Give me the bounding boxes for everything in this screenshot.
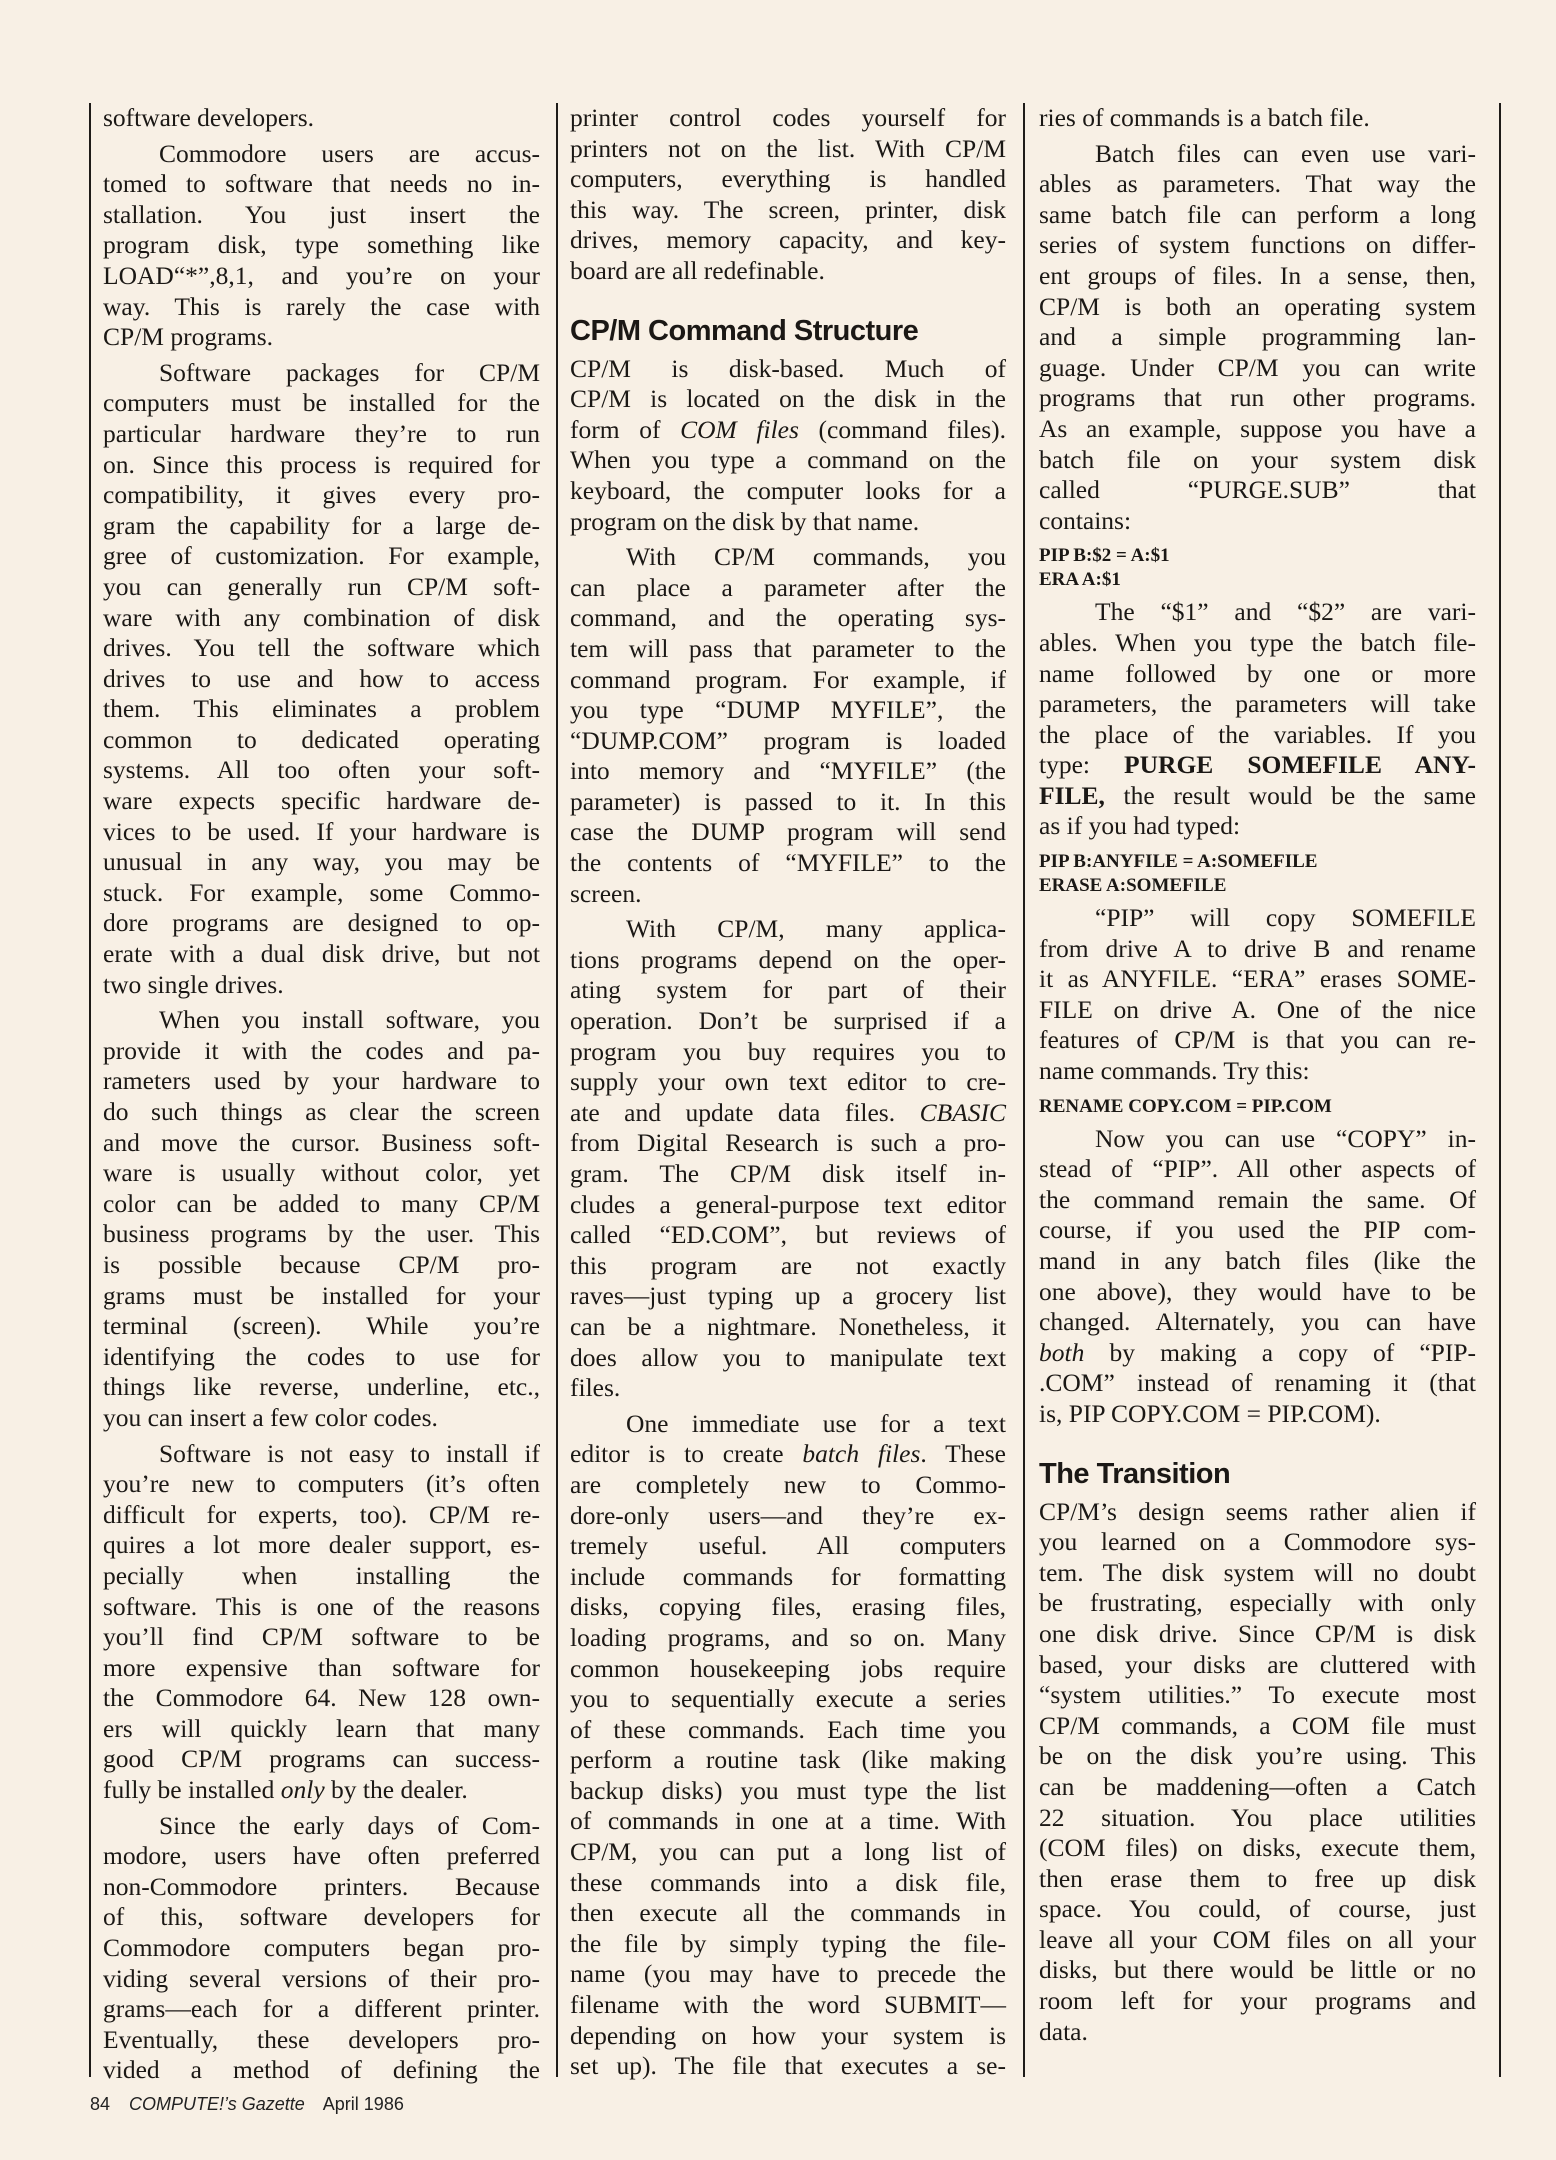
text-line: and a simple programming lan- — [1039, 322, 1476, 352]
text-line: common to dedicated operating — [103, 724, 540, 754]
italic-text: batch files — [802, 1439, 921, 1469]
text-line: the place of the variables. If you — [1039, 719, 1476, 749]
text-line: program disk, type something like — [103, 230, 540, 260]
text-line: drives to use and how to access — [103, 663, 540, 693]
paragraph — [1039, 103, 1476, 134]
command-listing — [1039, 544, 1476, 592]
text-line: name commands. Try this: — [1039, 1056, 1310, 1086]
text-line: you to sequentially execute a series — [570, 1684, 1006, 1714]
text-line: contains: — [1039, 505, 1132, 535]
text-line: common housekeeping jobs require — [570, 1653, 1006, 1683]
text-line: .COM” instead of renaming it (that — [1039, 1368, 1476, 1398]
text-line: this way. The screen, printer, disk — [570, 194, 1006, 224]
text-line: the file by simply typing the file- — [570, 1928, 1006, 1958]
text-line: from Digital Research is such a pro- — [570, 1128, 1006, 1158]
text-line: “PIP” will copy SOMEFILE — [1095, 903, 1476, 933]
text-line: computers, everything is handled — [570, 164, 1006, 194]
command-listing — [1039, 1095, 1476, 1119]
text-line: name (you may have to precede the — [570, 1959, 1006, 1989]
text-line: you can generally run CP/M soft- — [103, 571, 540, 601]
text-line: board are all redefinable. — [570, 255, 825, 285]
text-line: When you install software, you — [159, 1005, 540, 1035]
text-line: ating system for part of their — [570, 975, 1006, 1005]
page-footer — [90, 2094, 418, 2115]
text-line: Software is not easy to install if — [159, 1438, 540, 1468]
paragraph — [1039, 903, 1476, 1087]
text-line: screen. — [570, 878, 642, 908]
text-line: case the DUMP program will send — [570, 817, 1006, 847]
text-line: filename with the word SUBMIT— — [570, 1990, 1006, 2020]
text-line: of these commands. Each time you — [570, 1714, 1006, 1744]
text-line: (COM files) on disks, execute them, — [1039, 1833, 1476, 1863]
text-line: tremely useful. All computers — [570, 1531, 1006, 1561]
paragraph — [103, 1439, 540, 1806]
text-line: Since the early days of Com- — [159, 1810, 540, 1840]
section-heading: CP/M Command Structure — [570, 314, 919, 347]
text-line: fully be installed only by the dealer. — [103, 1775, 468, 1805]
paragraph — [1039, 1124, 1476, 1430]
text-line: compatibility, it gives every pro- — [103, 480, 540, 510]
text-line: does allow you to manipulate text — [570, 1342, 1006, 1372]
text-line: ent groups of files. In a sense, then, — [1039, 260, 1476, 290]
page-number: 84 — [90, 2094, 111, 2114]
text-line: LOAD“*”,8,1, and you’re on your — [103, 260, 540, 290]
text-line: room left for your programs and — [1039, 1986, 1476, 2016]
paragraph — [103, 1811, 540, 2086]
text-line: dore-only users—and they’re ex- — [570, 1500, 1006, 1530]
text-line: computers must be installed for the — [103, 388, 540, 418]
paragraph — [570, 542, 1006, 909]
text-line: drives, memory capacity, and key- — [570, 225, 1006, 255]
text-line: CP/M is disk-based. Much of — [570, 353, 1006, 383]
text-line: into memory and “MYFILE” (the — [570, 756, 1006, 786]
text-line: FILE on drive A. One of the nice — [1039, 994, 1476, 1024]
text-line: tomed to software that needs no in- — [103, 169, 540, 199]
column-rule — [1023, 103, 1025, 2077]
paragraph — [570, 1409, 1006, 2082]
command-listing — [1039, 850, 1476, 898]
bold-text: PURGE SOMEFILE ANY- — [1124, 750, 1476, 780]
text-line: program you buy requires you to — [570, 1036, 1006, 1066]
paragraph — [103, 103, 540, 134]
text-line: As an example, suppose you have a — [1039, 413, 1476, 443]
text-line: With CP/M commands, you — [626, 542, 1006, 572]
text-line: one disk drive. Since CP/M is disk — [1039, 1618, 1476, 1648]
text-line: form of COM files (command files). — [570, 414, 1006, 444]
text-line: printers not on the list. With CP/M — [570, 133, 1006, 163]
text-line: of commands in one at a time. With — [570, 1806, 1006, 1836]
text-line: FILE, the result would be the same — [1039, 780, 1476, 810]
text-line: command, and the operating sys- — [570, 603, 1006, 633]
paragraph — [570, 103, 1006, 287]
command-line: RENAME COPY.COM = PIP.COM — [1039, 1095, 1332, 1117]
text-line: stallation. You just insert the — [103, 199, 540, 229]
text-line: is possible because CP/M pro- — [103, 1249, 540, 1279]
text-line: ables. When you type the batch file- — [1039, 627, 1476, 657]
text-line: Commodore users are accus- — [159, 138, 540, 168]
text-line: ers will quickly learn that many — [103, 1713, 540, 1743]
text-line: vices to be used. If your hardware is — [103, 816, 540, 846]
text-line: tem will pass that parameter to the — [570, 633, 1006, 663]
article-column-1 — [103, 103, 540, 2086]
text-line: difficult for experts, too). CP/M re- — [103, 1499, 540, 1529]
text-line: same batch file can perform a long — [1039, 199, 1476, 229]
text-line: and move the cursor. Business soft- — [103, 1127, 540, 1157]
text-line: one above), they would have to be — [1039, 1276, 1476, 1306]
text-line: identifying the codes to use for — [103, 1341, 540, 1371]
text-line: as if you had typed: — [1039, 811, 1241, 841]
text-line: you can insert a few color codes. — [103, 1402, 438, 1432]
text-line: can be maddening—often a Catch — [1039, 1771, 1476, 1801]
text-line: dore programs are designed to op- — [103, 908, 540, 938]
paragraph — [1039, 139, 1476, 537]
paragraph — [103, 139, 540, 353]
paragraph — [1039, 597, 1476, 842]
text-line: you learned on a Commodore sys- — [1039, 1527, 1476, 1557]
text-line: terminal (screen). While you’re — [103, 1311, 540, 1341]
text-line: supply your own text editor to cre- — [570, 1067, 1006, 1097]
text-line: command program. For example, if — [570, 664, 1006, 694]
text-line: then erase them to free up disk — [1039, 1863, 1476, 1893]
paragraph — [103, 358, 540, 1000]
text-line: can be a nightmare. Nonetheless, it — [570, 1311, 1006, 1341]
text-line: the Commodore 64. New 128 own- — [103, 1683, 540, 1713]
text-line: CP/M programs. — [103, 322, 274, 352]
text-line: things like reverse, underline, etc., — [103, 1372, 540, 1402]
text-line: then execute all the commands in — [570, 1898, 1006, 1928]
text-line: 22 situation. You place utilities — [1039, 1802, 1476, 1832]
text-line: Eventually, these developers pro- — [103, 2024, 540, 2054]
text-line: is, PIP COPY.COM = PIP.COM). — [1039, 1398, 1381, 1428]
text-line: do such things as clear the screen — [103, 1097, 540, 1126]
text-line: batch file on your system disk — [1039, 444, 1476, 474]
text-line: course, if you used the PIP com- — [1039, 1215, 1476, 1245]
text-line: ware is usually without color, yet — [103, 1158, 540, 1188]
bold-text: FILE, — [1039, 780, 1105, 810]
text-line: Batch files can even use vari- — [1095, 138, 1476, 168]
text-line: modore, users have often preferred — [103, 1841, 540, 1871]
text-line: ware with any combination of disk — [103, 602, 540, 632]
magazine-name: COMPUTE!’s Gazette — [129, 2094, 305, 2114]
text-line: erate with a dual disk drive, but not — [103, 939, 540, 969]
text-line: disks, but there would be little or no — [1039, 1955, 1476, 1985]
text-line: good CP/M programs can success- — [103, 1744, 540, 1774]
paragraph — [103, 1005, 540, 1433]
text-line: stead of “PIP”. All other aspects of — [1039, 1154, 1476, 1184]
command-line: PIP B:$2 = A:$1 — [1039, 545, 1170, 567]
text-line: color can be added to many CP/M — [103, 1188, 540, 1218]
text-line: files. — [570, 1373, 621, 1403]
text-line: it as ANYFILE. “ERA” erases SOME- — [1039, 964, 1476, 994]
text-line: disks, copying files, erasing files, — [570, 1592, 1006, 1622]
column-rule — [556, 103, 558, 2077]
text-line: grams—each for a different printer. — [103, 1994, 540, 2024]
text-line: name followed by one or more — [1039, 658, 1476, 688]
text-line: CP/M is both an operating system — [1039, 291, 1476, 321]
text-line: software. This is one of the reasons — [103, 1591, 540, 1621]
text-line: changed. Alternately, you can have — [1039, 1307, 1476, 1337]
text-line: these commands into a disk file, — [570, 1867, 1006, 1897]
text-line: keyboard, the computer looks for a — [570, 475, 1006, 505]
text-line: depending on how your system is — [570, 2020, 1006, 2050]
text-line: ables as parameters. That way the — [1039, 169, 1476, 199]
text-line: stuck. For example, some Commo- — [103, 877, 540, 907]
text-line: loading programs, and so on. Many — [570, 1622, 1006, 1652]
text-line: guage. Under CP/M you can write — [1039, 352, 1476, 382]
text-line: CP/M, you can put a long list of — [570, 1837, 1006, 1867]
text-line: With CP/M, many applica- — [626, 914, 1006, 944]
text-line: ries of commands is a batch file. — [1039, 103, 1370, 132]
text-line: two single drives. — [103, 969, 284, 999]
text-line: space. You could, of course, just — [1039, 1894, 1476, 1924]
text-line: CP/M commands, a COM file must — [1039, 1710, 1476, 1740]
text-line: gram. The CP/M disk itself in- — [570, 1159, 1006, 1188]
text-line: program on the disk by that name. — [570, 506, 920, 536]
text-line: parameters, the parameters will take — [1039, 689, 1476, 719]
text-line: particular hardware they’re to run — [103, 418, 540, 448]
text-line: editor is to create batch files. These — [570, 1439, 1007, 1469]
text-line: rameters used by your hardware to — [103, 1066, 540, 1096]
text-line: CP/M’s design seems rather alien if — [1039, 1496, 1476, 1526]
text-line: software developers. — [103, 103, 314, 132]
italic-text: COM files — [680, 414, 799, 444]
section-heading: The Transition — [1039, 1457, 1231, 1490]
text-line: set up). The file that executes a se- — [570, 2051, 1006, 2081]
text-line: mand in any batch files (like the — [1039, 1246, 1476, 1275]
text-line: printer control codes yourself for — [570, 103, 1006, 132]
text-line: backup disks) you must type the list — [570, 1775, 1006, 1805]
text-line: quires a lot more dealer support, es- — [103, 1530, 540, 1560]
text-line: non-Commodore printers. Because — [103, 1871, 540, 1901]
text-line: are completely new to Commo- — [570, 1469, 1006, 1499]
text-line: cludes a general-purpose text editor — [570, 1189, 1006, 1219]
text-line: ate and update data files. CBASIC — [570, 1097, 1006, 1127]
paragraph — [1039, 1497, 1476, 2048]
text-line: include commands for formatting — [570, 1561, 1006, 1591]
text-line: Now you can use “COPY” in- — [1095, 1123, 1476, 1153]
command-line: PIP B:ANYFILE = A:SOMEFILE — [1039, 851, 1318, 873]
text-line: parameter) is passed to it. In this — [570, 786, 1006, 816]
text-line: of this, software developers for — [103, 1902, 540, 1932]
text-line: be frustrating, especially with only — [1039, 1588, 1476, 1618]
text-line: When you type a command on the — [570, 445, 1006, 475]
text-line: grams must be installed for your — [103, 1280, 540, 1310]
text-line: tem. The disk system will no doubt — [1039, 1557, 1476, 1587]
italic-text: CBASIC — [919, 1097, 1006, 1127]
text-line: more expensive than software for — [103, 1652, 540, 1682]
text-line: type: PURGE SOMEFILE ANY- — [1039, 750, 1476, 780]
text-line: operation. Don’t be surprised if a — [570, 1006, 1006, 1036]
paragraph — [570, 354, 1006, 538]
text-line: CP/M is located on the disk in the — [570, 384, 1006, 414]
article-column-2 — [570, 103, 1006, 2082]
text-line: data. — [1039, 2016, 1088, 2046]
text-line: perform a routine task (like making — [570, 1745, 1006, 1775]
command-line: ERA A:$1 — [1039, 569, 1121, 591]
text-line: Software packages for CP/M — [159, 357, 540, 387]
text-line: pecially when installing the — [103, 1560, 540, 1590]
text-line: you’ll find CP/M software to be — [103, 1622, 540, 1652]
text-line: from drive A to drive B and rename — [1039, 933, 1476, 963]
text-line: the contents of “MYFILE” to the — [570, 848, 1006, 878]
text-line: “system utilities.” To execute most — [1039, 1680, 1476, 1710]
text-line: One immediate use for a text — [626, 1408, 1006, 1438]
text-line: you’re new to computers (it’s often — [103, 1469, 540, 1499]
text-line: called “ED.COM”, but reviews of — [570, 1220, 1006, 1250]
text-line: series of system functions on differ- — [1039, 230, 1476, 260]
text-line: provide it with the codes and pa- — [103, 1035, 540, 1065]
text-line: on. Since this process is required for — [103, 449, 540, 479]
text-line: can place a parameter after the — [570, 572, 1006, 602]
text-line: this program are not exactly — [570, 1250, 1006, 1280]
text-line: tions programs depend on the oper- — [570, 944, 1006, 974]
text-line: called “PURGE.SUB” that — [1039, 475, 1476, 505]
command-line: ERASE A:SOMEFILE — [1039, 875, 1227, 897]
text-line: viding several versions of their pro- — [103, 1963, 540, 1993]
column-rule — [89, 103, 91, 2077]
italic-text: both — [1039, 1337, 1085, 1367]
paragraph — [570, 914, 1006, 1404]
column-rule — [1499, 103, 1501, 2077]
text-line: them. This eliminates a problem — [103, 694, 540, 724]
text-line: features of CP/M is that you can re- — [1039, 1025, 1476, 1055]
article-column-3 — [1039, 103, 1476, 2047]
text-line: vided a method of defining the — [103, 2055, 540, 2085]
text-line: the command remain the same. Of — [1039, 1184, 1476, 1214]
text-line: business programs by the user. This — [103, 1219, 540, 1249]
text-line: both by making a copy of “PIP- — [1039, 1337, 1476, 1367]
text-line: programs that run other programs. — [1039, 383, 1476, 413]
issue-date: April 1986 — [322, 2094, 404, 2114]
text-line: gram the capability for a large de- — [103, 510, 540, 540]
text-line: Commodore computers began pro- — [103, 1933, 540, 1963]
text-line: leave all your COM files on all your — [1039, 1924, 1476, 1954]
text-line: gree of customization. For example, — [103, 541, 540, 571]
text-line: you type “DUMP MYFILE”, the — [570, 695, 1006, 725]
text-line: The “$1” and “$2” are vari- — [1095, 597, 1476, 627]
italic-text: only — [280, 1775, 325, 1805]
text-line: based, your disks are cluttered with — [1039, 1649, 1476, 1679]
text-line: systems. All too often your soft- — [103, 755, 540, 785]
text-line: “DUMP.COM” program is loaded — [570, 725, 1006, 755]
text-line: drives. You tell the software which — [103, 633, 540, 663]
text-line: raves—just typing up a grocery list — [570, 1281, 1006, 1311]
text-line: way. This is rarely the case with — [103, 291, 540, 321]
text-line: unusual in any way, you may be — [103, 847, 540, 877]
text-line: ware expects specific hardware de- — [103, 786, 540, 816]
text-line: be on the disk you’re using. This — [1039, 1741, 1476, 1771]
